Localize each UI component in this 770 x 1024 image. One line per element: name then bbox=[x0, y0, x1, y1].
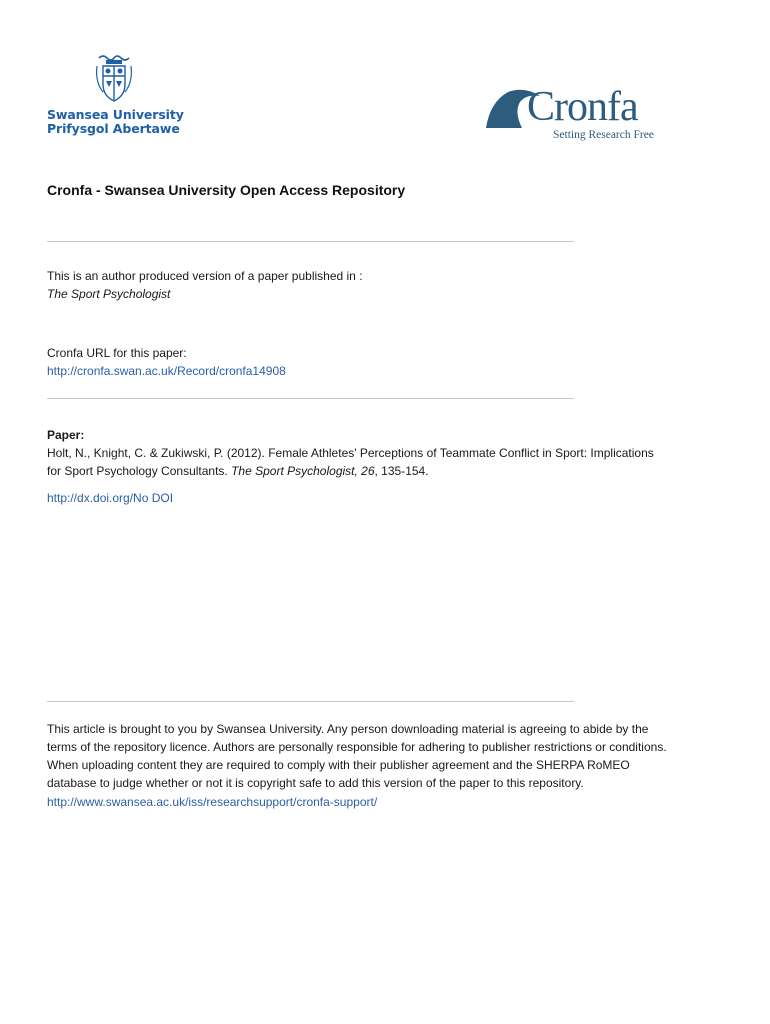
university-crest-icon bbox=[93, 52, 135, 104]
divider bbox=[47, 398, 574, 399]
notice-line-2: terms of the repository licence. Authors are personally responsible for adhering to publisher restrictions or conditions. bbox=[47, 740, 667, 754]
cronfa-url-label: Cronfa URL for this paper: bbox=[47, 346, 187, 360]
cronfa-wordmark: Cronfa bbox=[527, 84, 638, 130]
cronfa-url-link[interactable]: http://cronfa.swan.ac.uk/Record/cronfa14908 bbox=[47, 364, 286, 378]
cronfa-logo bbox=[484, 86, 684, 146]
journal-name: The Sport Psychologist bbox=[47, 287, 171, 301]
university-name-english: Swansea University bbox=[47, 107, 184, 122]
divider bbox=[47, 241, 574, 242]
notice-line-4: database to judge whether or not it is copyright safe to add this version of the paper to this repository. bbox=[47, 776, 584, 790]
university-name-welsh: Prifysgol Abertawe bbox=[47, 121, 180, 136]
citation-title-end: for Sport Psychology Consultants. bbox=[47, 464, 232, 478]
paper-heading: Paper: bbox=[47, 428, 85, 442]
published-intro: This is an author produced version of a paper published in : bbox=[47, 269, 363, 283]
support-link[interactable]: http://www.swansea.ac.uk/iss/researchsupport/cronfa-support/ bbox=[47, 795, 378, 809]
page-title: Cronfa - Swansea University Open Access Repository bbox=[47, 182, 406, 198]
citation-line-1: Holt, N., Knight, C. & Zukiwski, P. (2012). Female Athletes' Perceptions of Teammate Conflict in Sport: Implications bbox=[47, 446, 654, 460]
citation-line-2 bbox=[47, 462, 429, 480]
notice-line-3: When uploading content they are required to comply with their publisher agreement and the SHERPA RoMEO bbox=[47, 758, 630, 772]
university-name bbox=[47, 108, 184, 136]
citation-journal: The Sport Psychologist, 26 bbox=[231, 464, 375, 478]
citation-pages: , 135-154. bbox=[374, 464, 429, 478]
divider bbox=[47, 701, 574, 702]
doi-link[interactable]: http://dx.doi.org/No DOI bbox=[47, 491, 174, 505]
cronfa-tagline: Setting Research Free bbox=[553, 129, 654, 141]
notice-line-1: This article is brought to you by Swansea University. Any person downloading material is agreeing to abide by the bbox=[47, 722, 649, 736]
